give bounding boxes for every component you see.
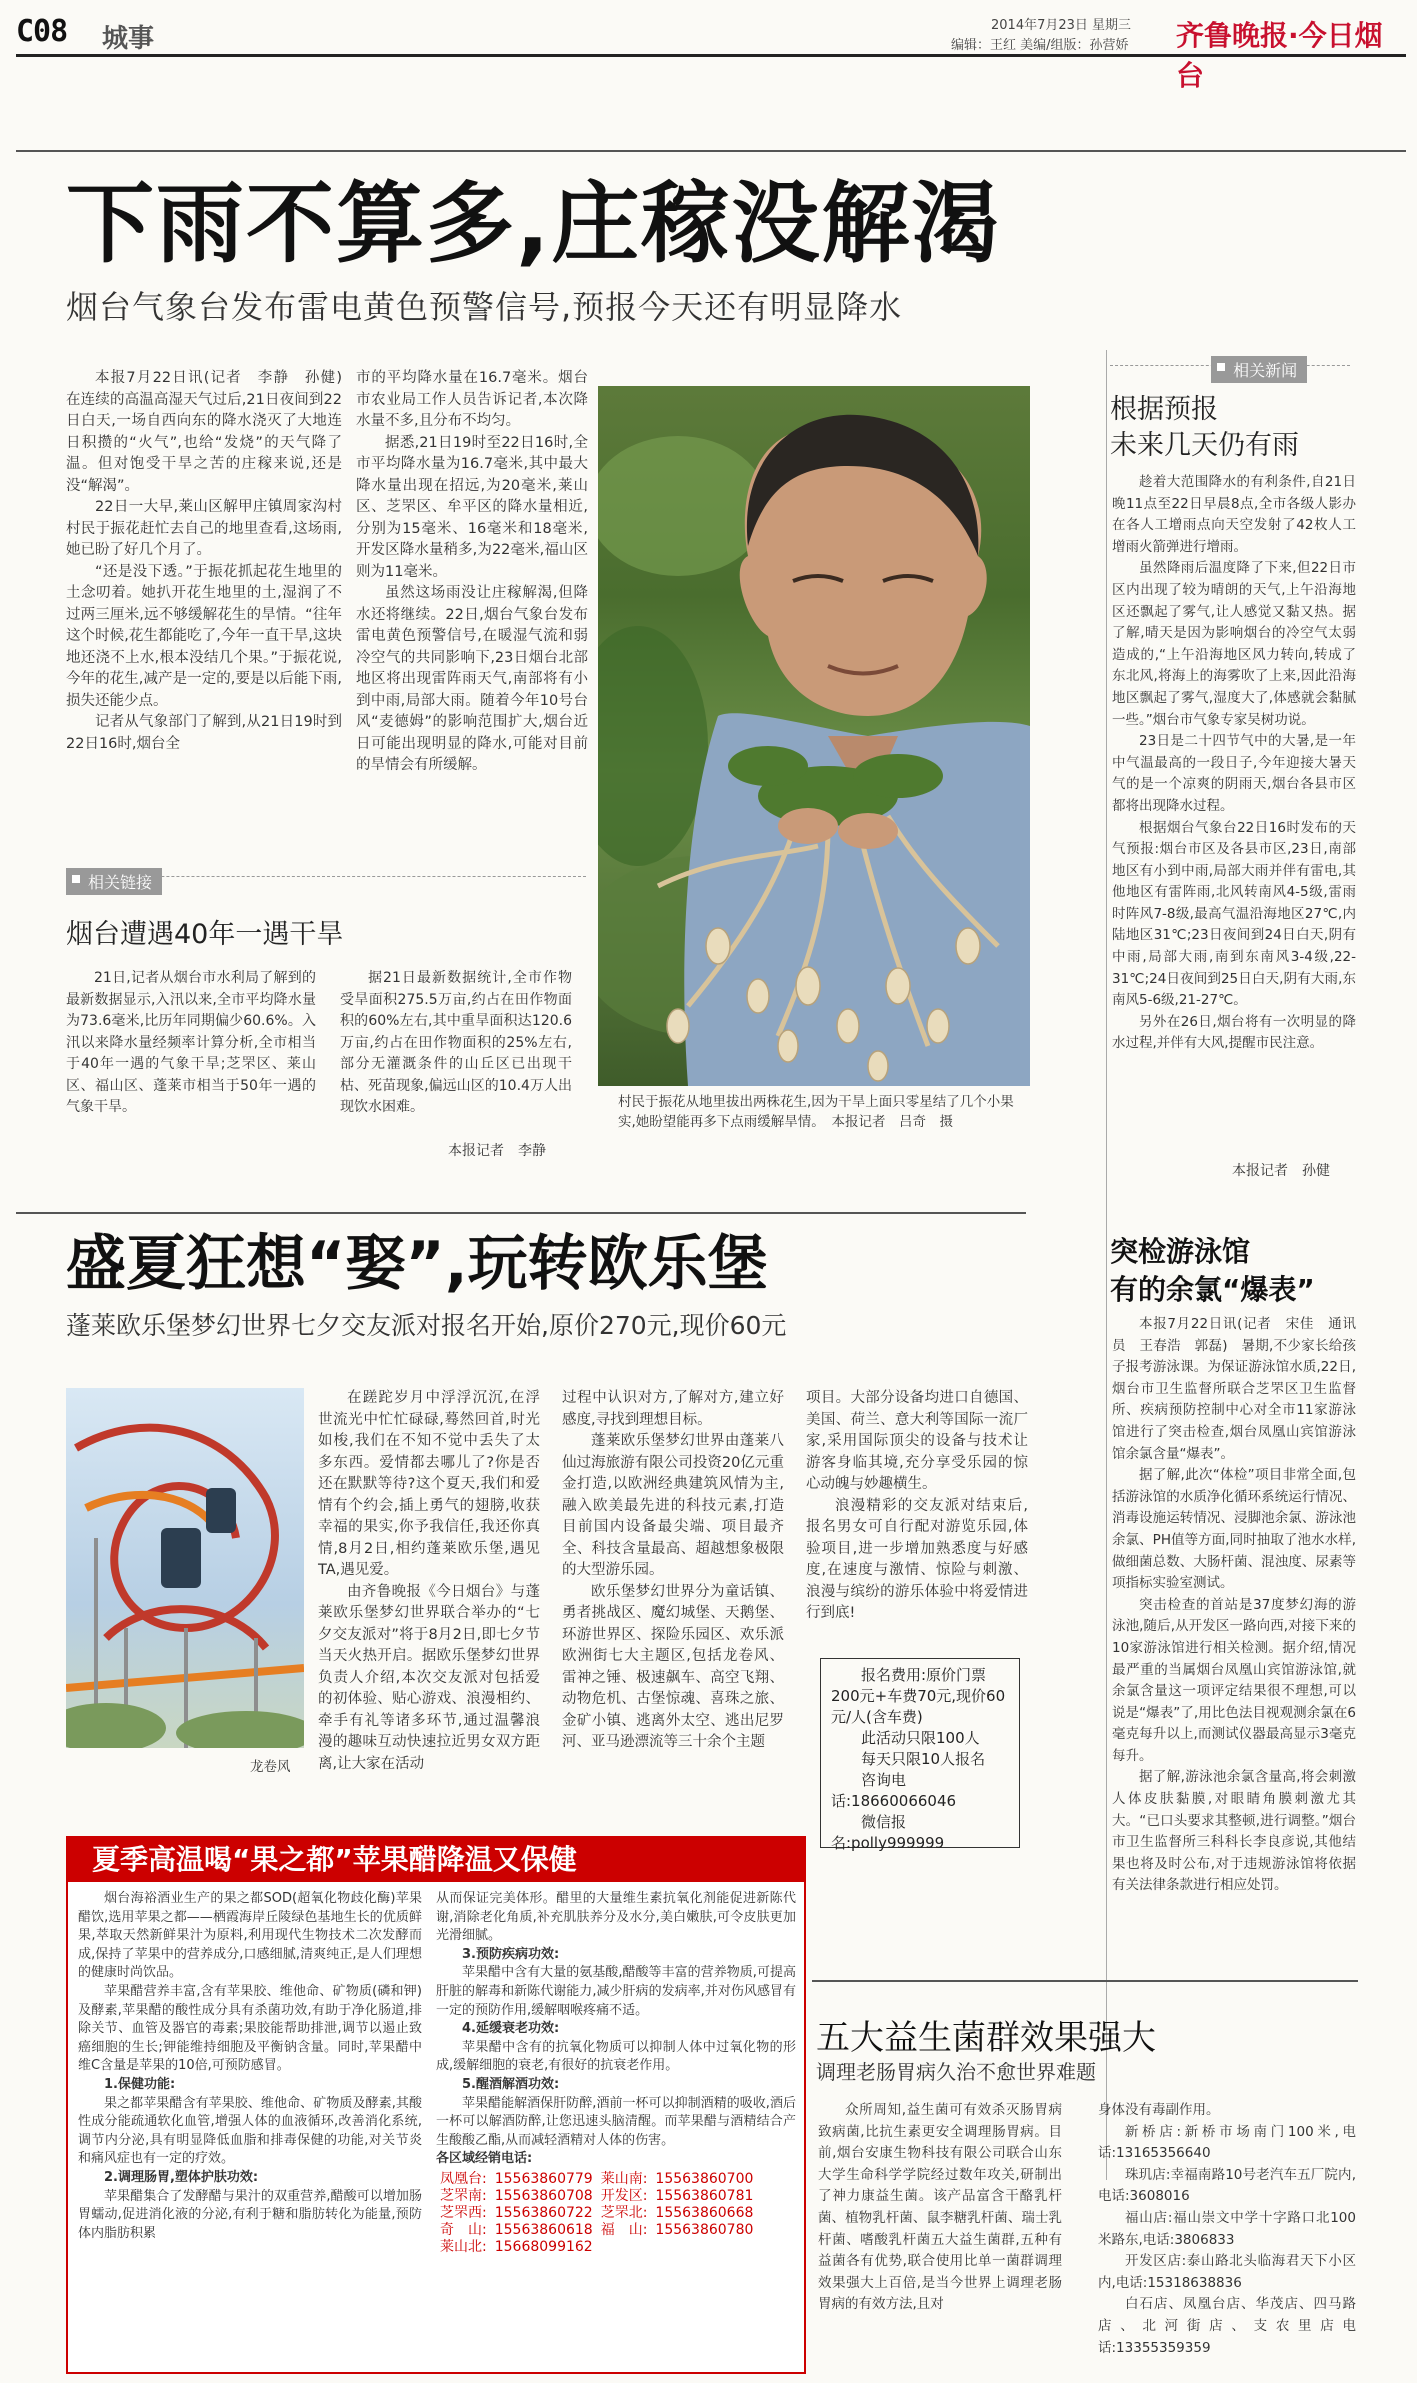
ad-box	[66, 1836, 806, 2374]
news-para: 另外在26日,烟台将有一次明显的降水过程,并伴有大风,提醒市民注意。	[1112, 1013, 1356, 1052]
phone: 15563860781	[655, 2187, 754, 2204]
probiotic-store: 开发区店:泰山路北头临海君天下小区内,电话:15318638836	[1098, 2253, 1356, 2291]
probiotic-col-2	[1098, 2100, 1356, 2359]
phone: 15563860722	[494, 2204, 593, 2221]
feature-col1-para: 在蹉跎岁月中浮浮沉沉,在浮世流光中忙忙碌碌,蓦然回首,时光如梭,我们在不知不觉中丢失了太多东西。爱情都去哪儿了?你是否还在默默等待?这个夏天,我们和爱情有个约会,插上勇气的翅膀,收获幸福的果实,你予我信任,我还你真情,8月2日,相约蓬莱欧乐堡,遇见TA,遇见爱。	[318, 1390, 540, 1578]
editor-credits: 编辑：王红 美编/组版：孙营娇	[951, 38, 1129, 53]
region: 芝罘西:	[440, 2204, 487, 2221]
top-divider	[16, 150, 1406, 152]
feature-col-1	[318, 1388, 540, 1775]
region: 莱山北:	[440, 2238, 487, 2255]
feature-col-2	[562, 1388, 784, 1754]
link-col-2	[340, 968, 572, 1119]
lead-photo	[598, 386, 1030, 1086]
lead-subhead: 烟台气象台发布雷电黄色预警信号,预报今天还有明显降水	[66, 288, 903, 326]
news-para: 虽然降雨后温度降了下来,但22日市区内出现了较为晴朗的天气,上午沿海地区还飘起了雾气,让人感觉又黏又热。据了解,晴天是因为影响烟台的冷空气太弱造成的,“上午沿海地区风力转向,转成了东北风,将海上的海雾吹了上来,因此沿海地区飘起了雾气,湿度大了,体感就会黏腻一些。”烟台市气象专家吴树功说。	[1112, 560, 1356, 728]
news-kicker: 相关新闻	[1211, 356, 1307, 383]
phone: 15563860618	[494, 2221, 593, 2238]
probiotic-para: 众所周知,益生菌可有效杀灭肠胃病致病菌,比抗生素更安全调理肠胃病。目前,烟台安康生物科技有限公司联合山东大学生命科学学院经过数年攻关,研制出了神力康益生菌。该产品富含干酪乳杆菌、植物乳杆菌、鼠李糖乳杆菌、瑞士乳杆菌、嗜酸乳杆菌五大益生菌群,五种有益菌各有优势,联合使用比单一菌群调理效果强大上百倍,是当今世界上调理老肠胃病的有效方法,且对	[818, 2102, 1062, 2313]
link-col2-text: 据21日最新数据统计,全市作物受旱面积275.5万亩,约占在田作物面积的60%左右,其中重旱面积达120.6万亩,约占在田作物面积的25%左右,部分无灌溉条件的山丘区已出现干枯、死苗现象,偏远山区的10.4万人出现饮水困难。	[340, 970, 572, 1115]
table-row	[436, 2188, 757, 2205]
lead-col2-para: 市的平均降水量在16.7毫米。烟台市农业局工作人员告诉记者,本次降水量不多,且分布不均匀。	[356, 370, 588, 429]
ad-subhead: 2.调理肠胃,塑体护肤功效:	[104, 2169, 259, 2185]
region: 开发区:	[600, 2187, 648, 2204]
feature-col3-para: 项目。大部分设备均进口自德国、美国、荷兰、意大利等国际一流厂家,采用国际顶尖的设备与技术让游客身临其境,充分享受乐园的惊心动魄与妙趣横生。	[806, 1390, 1028, 1492]
ad-phones-heading: 各区域经销电话:	[436, 2151, 533, 2167]
probiotic-subhead: 调理老肠胃病久治不愈世界难题	[816, 2060, 1096, 2084]
lead-col1-para: 本报7月22日讯(记者 李静 孙健) 在连续的高温高湿天气过后,21日夜间到22日白天,一场自西向东的降水浇灭了大地连日积攒的“火气”,也给“发烧”的天气降了温。但对饱受干旱之苦的庄稼来说,还是没“解渴”。	[66, 370, 357, 494]
ad-col-2	[436, 1890, 796, 2256]
news-byline: 本报记者 孙健	[1232, 1163, 1330, 1179]
feature-col2-para: 欧乐堡梦幻世界分为童话镇、勇者挑战区、魔幻城堡、天鹅堡、环游世界区、探险乐园区、欢乐派欧洲街七大主题区,包括龙卷风、雷神之锤、极速飙车、高空飞翔、动物危机、古堡惊魂、喜珠之旅、金矿小镇、逃离外太空、逃出尼罗河、亚马逊漂流等三十余个主题	[562, 1583, 784, 1750]
ad-para: 苹果醋中含有的抗氧化物质可以抑制人体中过氧化物的形成,缓解细胞的衰老,有很好的抗衰老作用。	[436, 2039, 796, 2074]
page-code: C08	[16, 14, 68, 49]
lead-col2-para: 据悉,21日19时至22日16时,全市平均降水量为16.7毫米,其中最大降水量出现在招远,为20毫米,莱山区、芝罘区、牟平区的降水量相近,分别为15毫米、16毫米和18毫米,开发区降水量稍多,为22毫米,福山区则为11毫米。	[356, 434, 588, 580]
feature-col2-para: 蓬莱欧乐堡梦幻世界由蓬莱八仙过海旅游有限公司投资20亿元重金打造,以欧洲经典建筑风情为主,融入欧美最先进的科技元素,打造目前国内设备最尖端、项目最齐全、科技含量最高、超越想象极限的大型游乐园。	[562, 1433, 784, 1578]
lead-headline: 下雨不算多,庄稼没解渴	[66, 172, 1002, 275]
rollercoaster-illustration	[66, 1388, 304, 1748]
ad-para: 烟台海裕酒业生产的果之都SOD(超氧化物歧化酶)苹果醋饮,选用苹果之都——栖霞海岸丘陵绿色基地生长的优质鲜果,萃取天然新鲜果汁为原料,利用现代生物技术二次发酵而成,保持了苹果中的营养成分,口感细腻,清爽纯正,是人们理想的健康时尚饮品。	[78, 1891, 422, 1981]
pool-para: 据了解,游泳池余氯含量高,将会刺激人体皮肤黏膜,对眼睛角膜刺激尤其大。“已口头要求其整顿,进行调整。”烟台市卫生监督所三科科长李良彦说,其他结果也将及时公布,对于违规游泳馆将依据有关法律条款进行相应处罚。	[1112, 1769, 1356, 1894]
ad-title: 夏季高温喝“果之都”苹果醋降温又保健	[92, 1843, 577, 1876]
brand-subname: ·今日烟台	[1176, 19, 1383, 92]
page-header	[16, 10, 1406, 92]
table-row	[436, 2239, 757, 2256]
ad-phone-table	[436, 2171, 757, 2256]
link-byline: 本报记者 李静	[448, 1143, 546, 1159]
feature-photo-caption: 龙卷风	[250, 1759, 291, 1775]
link-title: 烟台遭遇40年一遇干旱	[66, 919, 344, 950]
news-body	[1112, 472, 1356, 1055]
probiotic-para: 身体没有毒副作用。	[1098, 2102, 1220, 2118]
feature-subhead: 蓬莱欧乐堡梦幻世界七夕交友派对报名开始,原价270元,现价60元	[66, 1311, 787, 1340]
pool-title-2: 有的余氯“爆表”	[1110, 1273, 1315, 1306]
probiotic-store: 新桥店:新桥市场南门100米,电话:13165356640	[1098, 2123, 1356, 2162]
feature-col2-para: 过程中认识对方,了解对方,建立好感度,寻找到理想目标。	[562, 1390, 784, 1428]
ad-para: 苹果醋能解酒保肝防醉,酒前一杯可以抑制酒精的吸收,酒后一杯可以解酒防醉,让您迅速头脑清醒。而苹果醋与酒精结合产生酸酸乙酯,从而减轻酒精对人体的伤害。	[436, 2095, 796, 2148]
link-col-1	[66, 968, 316, 1119]
lead-col-1	[66, 368, 357, 755]
news-para: 趁着大范围降水的有利条件,自21日晚11点至22日早晨8点,全市各级人影办在各人工增雨点向天空发射了42枚人工增雨火箭弹进行增雨。	[1112, 474, 1356, 555]
fee-box-price: 报名费用:原价门票200元+车费70元,现价60元/人(含车费)	[831, 1666, 1006, 1726]
table-row	[436, 2171, 757, 2188]
feature-col1-para: 由齐鲁晚报《今日烟台》与蓬莱欧乐堡梦幻世界联合举办的“七夕交友派对”将于8月2日,即七夕节当天火热开启。据欧乐堡梦幻世界负责人介绍,本次交友派对包括爱的初体验、贴心游戏、浪漫相约、牵手有礼等诸多环节,通过温馨浪漫的趣味互动快速拉近男女双方距离,让大家在活动	[318, 1583, 540, 1772]
ad-title-bar	[68, 1838, 804, 1882]
lead-col1-para: “还是没下透。”于振花抓起花生地里的土念叨着。她扒开花生地里的土,湿润了不过两三厘米,远不够缓解花生的旱情。“往年这个时候,花生都能吃了,今年一直干旱,这块地还浇不上水,根本没结几个果。”于振花说,今年的花生,减产是一定的,要是以后能下雨,损失还能少点。	[66, 563, 342, 709]
section-name: 城事	[102, 24, 155, 54]
phone: 15668099162	[494, 2238, 593, 2255]
probiotic-store: 白石店、凤凰台店、华茂店、四马路店、北河街店、支农里店电话:13355359359	[1098, 2296, 1356, 2356]
phone: 15563860708	[494, 2187, 593, 2204]
phone: 15563860668	[655, 2204, 754, 2221]
phone: 15563860700	[655, 2170, 754, 2187]
probiotic-top-rule	[812, 1980, 1358, 1982]
news-title-1: 根据预报	[1110, 394, 1218, 425]
feature-col3-para: 浪漫精彩的交友派对结束后,报名男女可自行配对游览乐园,体验项目,进一步增加熟悉度与好感度,在速度与激情、惊险与刺激、浪漫与缤纷的游乐体验中将爱情进行到底!	[806, 1497, 1028, 1621]
probiotic-col-1	[818, 2100, 1062, 2316]
brand-name: 齐鲁晚报	[1176, 19, 1289, 52]
ad-para: 苹果醋营养丰富,含有苹果胶、维他命、矿物质(磷和钾)及酵素,苹果醋的酸性成分具有杀菌功效,有助于净化肠道,排除关节、血管及器官的毒素;果胶能帮助排泄,调节以遏止致癌细胞的生长;钾能维持细胞及平衡钠含量。同时,苹果醋中维C含量是苹果的10倍,可预防感冒。	[78, 1983, 422, 2074]
link-kicker: 相关链接	[66, 868, 162, 895]
lead-col1-para: 记者从气象部门了解到,从21日19时到22日16时,烟台全	[66, 714, 342, 752]
region: 芝罘北:	[600, 2204, 648, 2221]
table-row	[436, 2205, 757, 2222]
header-rule	[16, 54, 1406, 57]
ad-subhead: 5.醒酒解酒功效:	[462, 2076, 560, 2092]
issue-date: 2014年7月23日 星期三	[991, 18, 1132, 33]
pool-title-1: 突检游泳馆	[1110, 1235, 1251, 1268]
probiotic-store: 珠玑店:幸福南路10号老汽车五厂院内,电话:3608016	[1098, 2166, 1356, 2205]
lead-col-2	[356, 368, 588, 777]
farmer-illustration	[598, 386, 1030, 1086]
news-para: 根据烟台气象台22日16时发布的天气预报:烟台市区及各县市区,23日,南部地区有小到中雨,局部大雨并伴有雷电,其他地区有雷阵雨,北风转南风4-5级,雷雨时阵风7-8级,最高气温沿海地区27℃,内陆地区31℃;23日夜间到24日白天,阴有中雨,局部大雨,南到东南风3-4级,22-31℃;24日夜间到25日白天,阴有大雨,东南风5-6级,21-27℃。	[1112, 819, 1356, 1009]
lead-photo-caption: 村民于振花从地里拔出两株花生,因为干旱上面只零星结了几个小果实,她盼望能再多下点雨缓解旱情。 本报记者 吕奇 摄	[618, 1094, 1014, 1130]
pool-para: 突击检查的首站是37度梦幻海的游泳池,随后,从开发区一路向西,对接下来的10家游泳馆进行相关检测。据介绍,情况最严重的当属烟台凤凰山宾馆游泳馆,就余氯含量这一项评定结果很不理想,可以说是“爆表”了,用比色法目视观测余氯在6毫克每升以上,而测试仪器最高显示3毫克每升。	[1112, 1596, 1356, 1764]
region: 莱山南:	[600, 2170, 648, 2187]
region: 芝罘南:	[440, 2187, 487, 2204]
ad-para: 果之都苹果醋含有苹果胶、维他命、矿物质及酵素,其酸性成分能疏通软化血管,增强人体的血液循环,改善消化系统,调节内分泌,具有明显降低血脂和排毒保健的功能,对关节炎和痛风症也有一定的疗效。	[78, 2095, 422, 2167]
pool-para: 据了解,此次“体检”项目非常全面,包括游泳馆的水质净化循环系统运行情况、消毒设施运转情况、浸脚池余氯、游泳池余氯、PH值等方面,同时抽取了池水水样,做细菌总数、大肠杆菌、混浊度、尿素等项指标实验室测试。	[1112, 1467, 1356, 1592]
probiotic-headline: 五大益生菌群效果强大	[816, 2018, 1156, 2058]
pool-para: 本报7月22日讯(记者 宋佳 通讯员 王春浩 郭磊) 暑期,不少家长给孩子报考游泳课。为保证游泳馆水质,22日,烟台市卫生监督所联合芝罘区卫生监督所、疾病预防控制中心对全市11家游泳馆进行了突击检查,烟台凤凰山宾馆游泳馆余氯含量“爆表”。	[1112, 1316, 1356, 1462]
region: 凤凰台:	[440, 2170, 487, 2187]
probiotic-store: 福山店:福山崇文中学十字路口北100米路东,电话:3806833	[1098, 2209, 1356, 2248]
link-col1-text: 21日,记者从烟台市水利局了解到的最新数据显示,入汛以来,全市平均降水量为73.6毫米,比历年同期偏少60.6%。入汛以来降水量经频率计算分析,全市相当于40年一遇的气象干旱;芝罘区、莱山区、福山区、蓬莱市相当于50年一遇的气象干旱。	[66, 970, 316, 1115]
news-title-2: 未来几天仍有雨	[1110, 430, 1299, 461]
fee-box-limit-daily: 每天只限10人报名	[861, 1750, 986, 1768]
fee-box-wechat: 微信报名:polly999999	[831, 1813, 945, 1852]
feature-photo	[66, 1388, 304, 1748]
ad-subhead: 3.预防疾病功效:	[462, 1946, 560, 1962]
ad-para: 从而保证完美体形。醋里的大量维生素抗氧化剂能促进新陈代谢,消除老化角质,补充肌肤养分及水分,美白嫩肤,可令皮肤更加光滑细腻。	[436, 1891, 796, 1944]
news-para: 23日是二十四节气中的大暑,是一年中气温最高的一段日子,今年迎接大暑天气的是一个凉爽的阴雨天,烟台各县市区都将出现降水过程。	[1112, 733, 1356, 814]
fee-box	[820, 1658, 1020, 1852]
feature-headline: 盛夏狂想“娶”,玩转欧乐堡	[66, 1229, 768, 1299]
feature-col-3	[806, 1388, 1028, 1625]
ad-subhead: 1.保健功能:	[104, 2076, 176, 2092]
right-column-divider	[1106, 350, 1107, 2180]
region: 奇 山:	[440, 2221, 487, 2238]
pool-body	[1112, 1314, 1356, 1897]
phone: 15563860780	[655, 2221, 754, 2238]
ad-para: 苹果醋中含有大量的氨基酸,醋酸等丰富的营养物质,可提高肝脏的解毒和新陈代谢能力,减少肝病的发病率,并对伤风感冒有一定的预防作用,缓解咽喉疼痛不适。	[436, 1965, 796, 2018]
mid-divider	[16, 1212, 1026, 1214]
table-row	[436, 2222, 757, 2239]
ad-col-1	[78, 1890, 422, 2243]
ad-para: 苹果醋集合了发酵醋与果汁的双重营养,醋酸可以增加肠胃蠕动,促进消化液的分泌,有利于糖和脂肪转化为能量,预防体内脂肪积累	[78, 2188, 422, 2241]
ad-subhead: 4.延缓衰老功效:	[462, 2021, 560, 2037]
fee-box-limit-total: 此活动只限100人	[861, 1729, 980, 1747]
lead-col1-para: 22日一大早,莱山区解甲庄镇周家沟村村民于振花赶忙去自己的地里查看,这场雨,她已盼了好几个月了。	[66, 499, 342, 558]
phone: 15563860779	[494, 2170, 593, 2187]
lead-col2-para: 虽然这场雨没让庄稼解渴,但降水还将继续。22日,烟台气象台发布雷电黄色预警信号,在暖湿气流和弱冷空气的共同影响下,23日烟台北部地区将出现雷阵雨天气,南部将有小到中雨,局部大雨。随着今年10号台风“麦德姆”的影响范围扩大,烟台近日可能出现明显的降水,可能对目前的旱情会有所缓解。	[356, 585, 588, 773]
fee-box-phone: 咨询电话:18660066046	[831, 1771, 957, 1810]
region: 福 山:	[600, 2221, 648, 2238]
